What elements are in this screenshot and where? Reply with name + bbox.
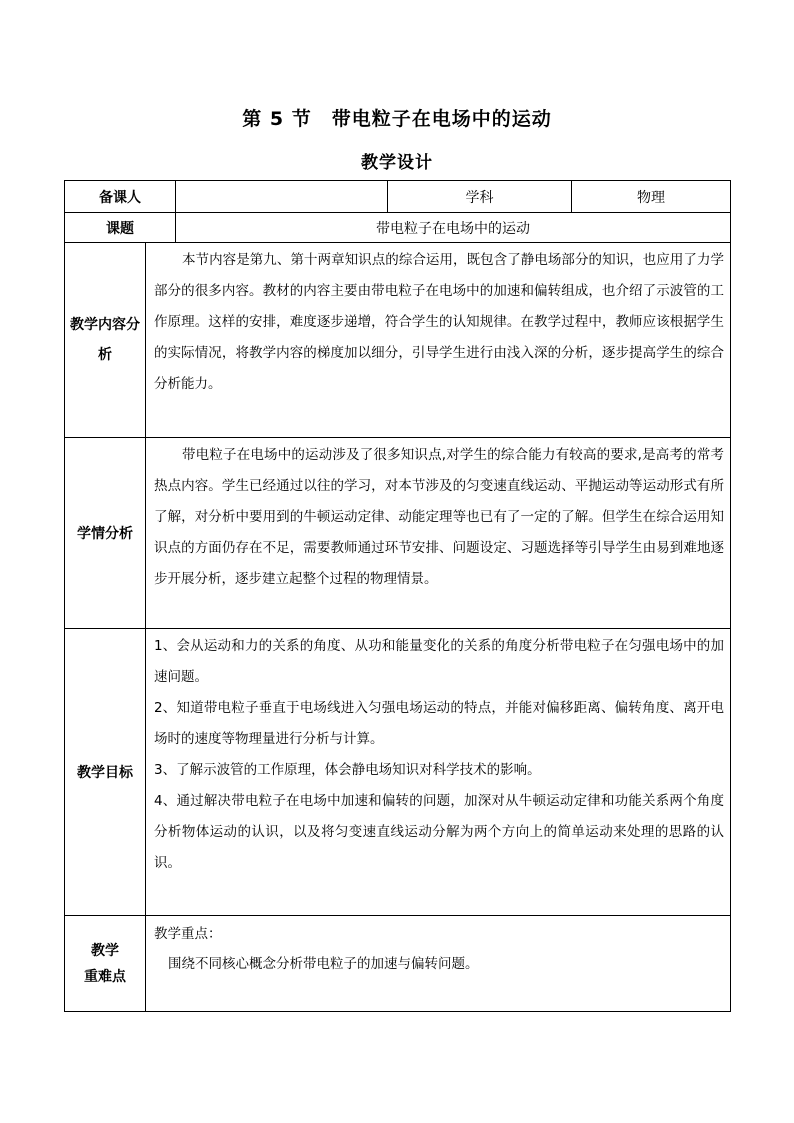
topic-label: 课题 (65, 213, 176, 243)
content-analysis-row (65, 243, 731, 438)
preparer-label: 备课人 (65, 181, 176, 213)
student-analysis-row (65, 438, 731, 629)
goal-item: 3、了解示波管的工作原理，体会静电场知识对科学技术的影响。 (154, 762, 541, 778)
subject-label: 学科 (388, 181, 572, 213)
content-analysis-cell (146, 243, 731, 438)
content-analysis-label: 教学内容分析 (65, 243, 146, 438)
key-points-label-line1: 教学 (91, 942, 119, 959)
student-analysis-label: 学情分析 (65, 438, 146, 629)
header-row (65, 181, 731, 213)
page-title: 第 5 节 带电粒子在电场中的运动 (242, 108, 552, 130)
topic-value: 带电粒子在电场中的运动 (176, 213, 731, 243)
key-points-label-line2: 重难点 (84, 968, 126, 985)
teaching-goals-row (65, 629, 731, 916)
key-points-cell (146, 916, 731, 1012)
key-points-heading: 教学重点： (154, 926, 222, 942)
teaching-goals-label: 教学目标 (65, 629, 146, 916)
teaching-goals-cell (146, 629, 731, 916)
key-points-label (65, 916, 146, 1012)
preparer-value (176, 181, 388, 213)
key-points-text: 围绕不同核心概念分析带电粒子的加速与偏转问题。 (168, 956, 479, 972)
goal-item: 1、会从运动和力的关系的角度、从功和能量变化的关系的角度分析带电粒子在匀强电场中的加速问题。 (154, 638, 724, 685)
goal-item: 4、通过解决带电粒子在电场中加速和偏转的问题，加深对从牛顿运动定律和功能关系两个角度分析物体运动的认识，以及将匀变速直线运动分解为两个方向上的简单运动来处理的思路的认识。 (154, 793, 724, 871)
topic-row (65, 213, 731, 243)
key-points-row (65, 916, 731, 1012)
lesson-plan-table (64, 180, 731, 1012)
student-analysis-text: 带电粒子在电场中的运动涉及了很多知识点,对学生的综合能力有较高的要求,是高考的常考热点内容。学生已经通过以往的学习，对本节涉及的匀变速直线运动、平抛运动等运动形式有所了解，对分析中要用到的牛顿运动定律、动能定理等也已有了一定的了解。但学生在综合运用知识点的方面仍存在不足，需要教师通过环节安排、问题设定、习题选择等引导学生由易到难地逐步开展分析，逐步建立起整个过程的物理情景。 (154, 447, 724, 587)
page-subtitle: 教学设计 (361, 153, 433, 173)
student-analysis-cell (146, 438, 731, 629)
content-analysis-text: 本节内容是第九、第十两章知识点的综合运用，既包含了静电场部分的知识，也应用了力学部分的很多内容。教材的内容主要由带电粒子在电场中的加速和偏转组成，也介绍了示波管的工作原理。这样的安排，难度逐步递增，符合学生的认知规律。在教学过程中，教师应该根据学生的实际情况，将教学内容的梯度加以细分，引导学生进行由浅入深的分析，逐步提高学生的综合分析能力。 (154, 252, 724, 392)
subject-value: 物理 (572, 181, 731, 213)
goal-item: 2、知道带电粒子垂直于电场线进入匀强电场运动的特点，并能对偏移距离、偏转角度、离开电场时的速度等物理量进行分析与计算。 (154, 700, 724, 747)
